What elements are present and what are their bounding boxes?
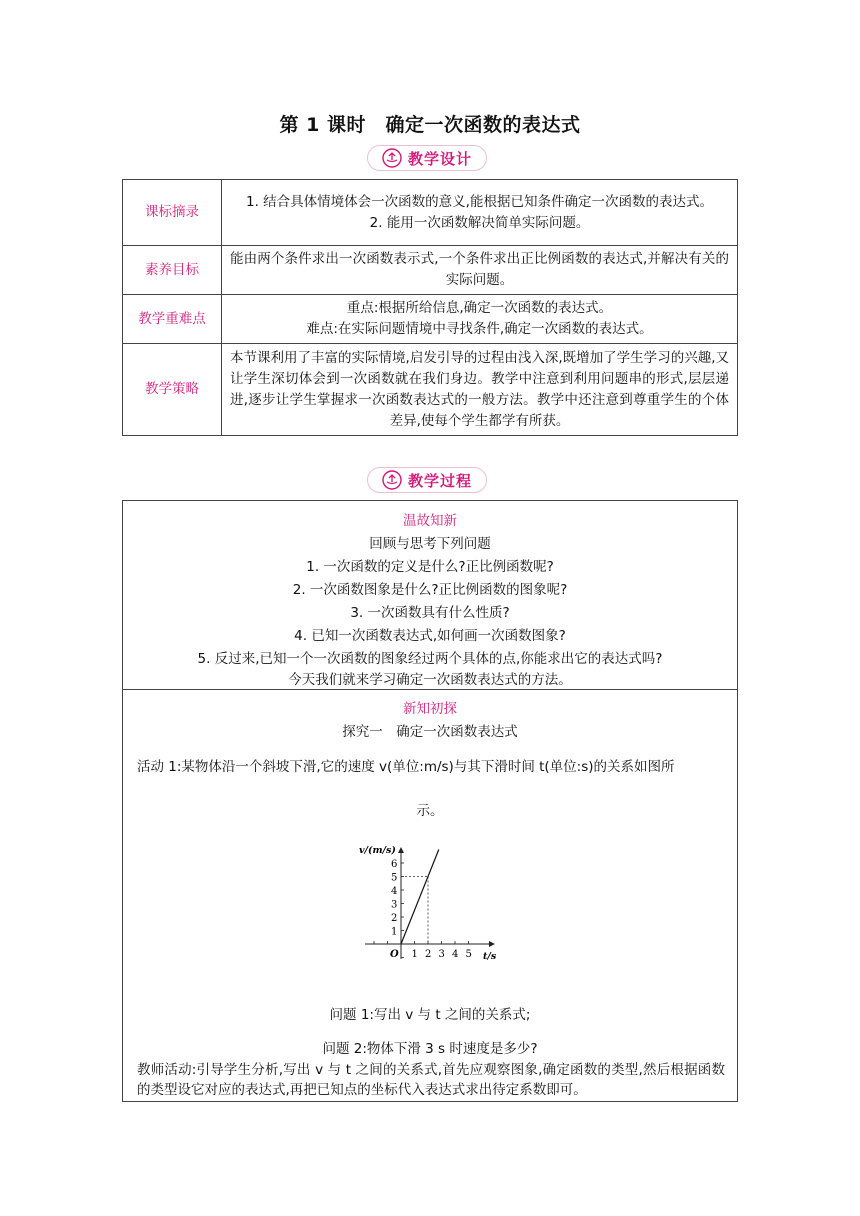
question-2: 问题 2:物体下滑 3 s 时速度是多少? <box>322 1041 538 1057</box>
content-line: 1. 结合具体情境体会一次函数的意义,能根据已知条件确定一次函数的表达式。 <box>246 193 713 210</box>
page-title: 第 1 课时 确定一次函数的表达式 <box>279 114 581 136</box>
question-1: 问题 1:写出 v 与 t 之间的关系式; <box>329 1007 531 1023</box>
row-content: 本节课利用了丰富的实际情境,启发引导的过程由浅入深,既增加了学生学习的兴趣,又让学生深切体会到一次函数就在我们身边。教学中注意到利用问题串的形式,层层递进,逐步让学生掌握求一次函数表达式的一般方法。教学中还注意到尊重学生的个体差异,使每个学生都学有所获。 <box>222 344 738 436</box>
review-question: 1. 一次函数的定义是什么?正比例函数呢? <box>306 559 554 575</box>
row-content <box>222 295 738 344</box>
review-question: 2. 一次函数图象是什么?正比例函数的图象呢? <box>292 582 568 598</box>
review-question: 4. 已知一次函数表达式,如何画一次函数图象? <box>294 628 566 644</box>
x-axis-label: t/s <box>483 951 497 962</box>
table-row <box>123 344 738 436</box>
function-line <box>401 850 439 945</box>
process-box <box>122 500 738 1102</box>
row-label: 课标摘录 <box>123 180 222 246</box>
section-badge-process <box>367 467 487 493</box>
table-row <box>123 246 738 295</box>
book-icon <box>382 148 402 168</box>
teacher-activity: 教师活动:引导学生分析,写出 v 与 t 之间的关系式,首先应观察图象,确定函数的类型,然后根据函数的类型设它对应的表达式,再把已知点的坐标代入表达式求出待定系数即可。 <box>137 1062 725 1098</box>
y-tick-label: 2 <box>391 913 398 924</box>
badge-label: 教学过程 <box>407 471 472 490</box>
x-tick-label: 5 <box>465 949 472 960</box>
content-line: 2. 能用一次函数解决简单实际问题。 <box>369 214 590 231</box>
y-axis-arrow <box>398 847 404 853</box>
section-badge-design <box>367 145 487 171</box>
table-row <box>123 295 738 344</box>
new-subheading: 探究一 确定一次函数表达式 <box>342 724 518 740</box>
x-tick-label: 2 <box>425 949 432 960</box>
activity-text: 活动 1:某物体沿一个斜坡下滑,它的速度 v(单位:m/s)与其下滑时间 t(单位:s)的关系如图所 <box>137 759 675 775</box>
x-tick-label: 4 <box>452 949 459 960</box>
review-section <box>123 501 737 690</box>
y-tick-label: 4 <box>391 886 398 897</box>
review-question: 5. 反过来,已知一个一次函数的图象经过两个具体的点,你能求出它的表达式吗? <box>197 651 663 667</box>
row-label: 教学策略 <box>123 344 222 436</box>
review-question: 3. 一次函数具有什么性质? <box>350 605 510 621</box>
y-axis-label: v/(m/s) <box>359 845 396 856</box>
x-axis-arrow <box>489 941 495 947</box>
x-tick-label: 3 <box>438 949 445 960</box>
review-closing: 今天我们就来学习确定一次函数表达式的方法。 <box>288 672 572 688</box>
x-tick-label: 1 <box>411 949 418 960</box>
activity-text-end: 示。 <box>416 803 444 819</box>
review-heading: 温故知新 <box>403 513 457 529</box>
row-content <box>222 180 738 246</box>
row-content: 能由两个条件求出一次函数表示式,一个条件求出正比例函数的表达式,并解决有关的实际问题。 <box>222 246 738 295</box>
content-line: 重点:根据所给信息,确定一次函数的表达式。 <box>346 300 613 316</box>
y-tick-label: 5 <box>391 872 398 884</box>
row-label: 素养目标 <box>123 246 222 295</box>
new-heading: 新知初探 <box>403 701 457 717</box>
y-tick-label: 6 <box>391 859 398 870</box>
velocity-time-graph <box>359 841 505 965</box>
badge-label: 教学设计 <box>407 149 472 168</box>
y-tick-label: 3 <box>391 899 398 911</box>
table-row <box>123 180 738 246</box>
row-label: 教学重难点 <box>123 295 222 344</box>
design-table <box>122 179 738 436</box>
y-tick-label: 1 <box>391 926 398 938</box>
book-icon <box>382 470 402 490</box>
content-line: 难点:在实际问题情境中寻找条件,确定一次函数的表达式。 <box>306 321 653 337</box>
review-intro: 回顾与思考下列问题 <box>369 536 491 552</box>
origin-label: O <box>390 949 399 960</box>
